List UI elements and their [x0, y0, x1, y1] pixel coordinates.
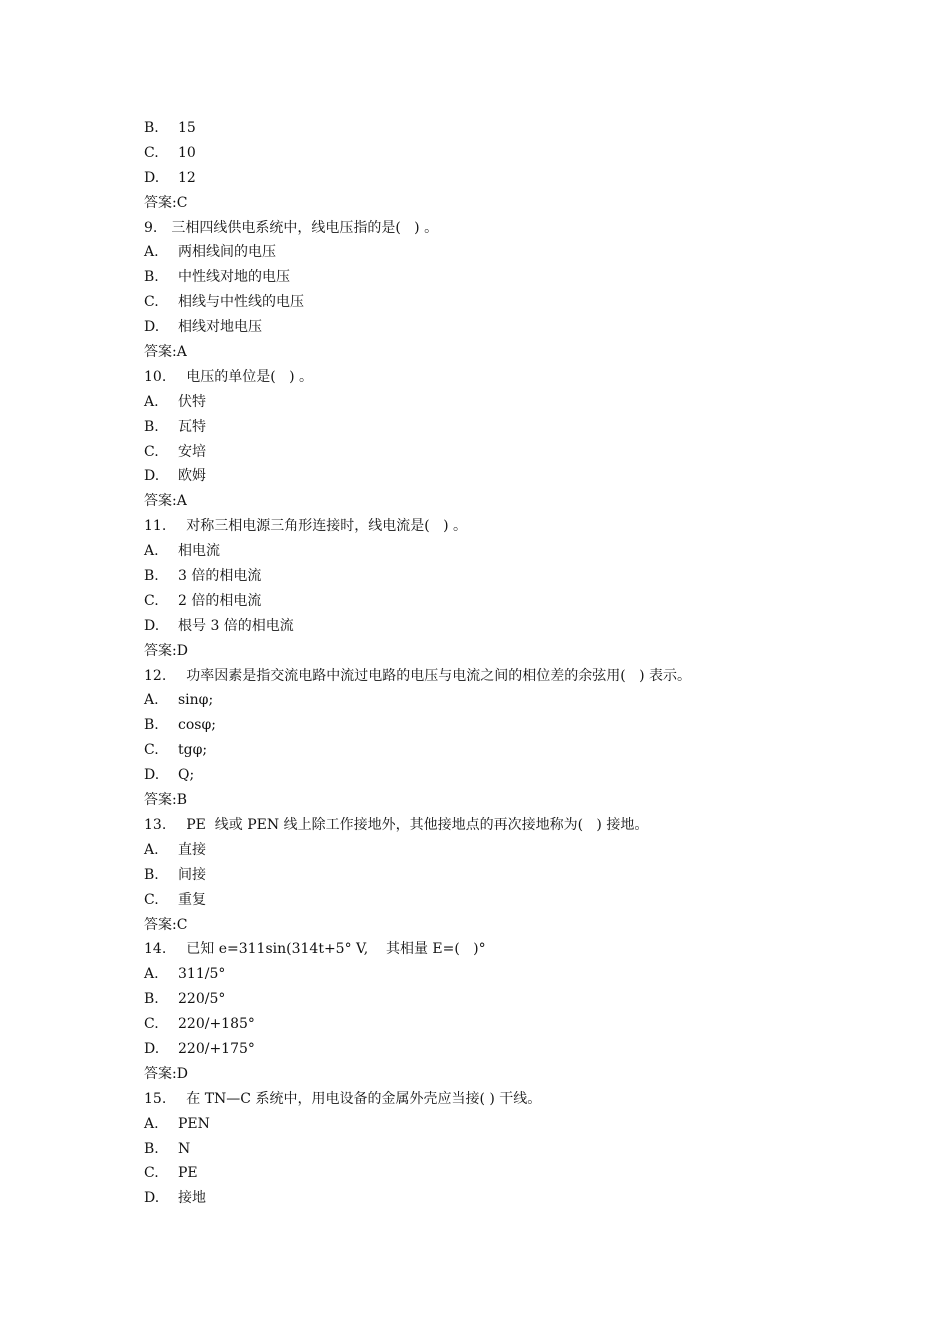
exam-document: [144, 116, 844, 1211]
question-number: 14.: [144, 941, 167, 958]
answer-line: 答案:A: [144, 344, 187, 361]
option-text: cosφ;: [178, 717, 216, 734]
option-text: 相线对地电压: [178, 319, 262, 336]
option-letter: C.: [144, 1165, 159, 1182]
option-line: [144, 464, 844, 489]
option-line: [144, 987, 844, 1012]
answer-line: 答案:C: [144, 194, 188, 211]
option-text: tgφ;: [178, 742, 208, 759]
option-line: [144, 589, 844, 614]
option-letter: D.: [144, 319, 160, 336]
option-letter: A.: [144, 966, 159, 983]
option-letter: C.: [144, 1016, 159, 1033]
option-letter: B.: [144, 717, 159, 734]
option-letter: B.: [144, 1140, 159, 1157]
option-text: 3 倍的相电流: [178, 568, 262, 585]
answer-line: 答案:A: [144, 493, 187, 510]
question-number: 15.: [144, 1090, 167, 1107]
option-text: Q;: [178, 767, 195, 784]
option-letter: C.: [144, 443, 159, 460]
option-letter: D.: [144, 1190, 160, 1207]
option-line: [144, 1186, 844, 1211]
option-letter: C.: [144, 294, 159, 311]
option-text: 重复: [178, 891, 206, 908]
option-letter: D.: [144, 617, 160, 634]
option-line: [144, 1012, 844, 1037]
option-text: PE: [178, 1165, 198, 1182]
option-text: sinφ;: [178, 692, 214, 709]
option-line: [144, 713, 844, 738]
option-line: [144, 166, 844, 191]
question-line: [144, 664, 844, 689]
question-number: 12.: [144, 667, 167, 684]
option-letter: C.: [144, 592, 159, 609]
option-text: 直接: [178, 841, 206, 858]
option-letter: A.: [144, 543, 159, 560]
option-text: 间接: [178, 866, 206, 883]
option-text: 伏特: [178, 393, 206, 410]
option-letter: A.: [144, 1115, 159, 1132]
option-letter: D.: [144, 169, 160, 186]
option-line: [144, 240, 844, 265]
question-line: [144, 937, 844, 962]
question-text: 电压的单位是( ) 。: [186, 368, 313, 385]
option-text: 欧姆: [178, 468, 206, 485]
answer-line: 答案:D: [144, 642, 188, 659]
option-letter: A.: [144, 393, 159, 410]
option-text: 15: [178, 120, 196, 136]
option-text: 220/5°: [178, 991, 226, 1008]
question-number: 13.: [144, 816, 167, 833]
option-line: [144, 962, 844, 987]
option-letter: D.: [144, 468, 160, 485]
option-line: [144, 888, 844, 913]
question-line: [144, 365, 844, 390]
option-line: [144, 141, 844, 166]
option-line: [144, 440, 844, 465]
question-number: 9.: [144, 219, 158, 236]
answer-line: 答案:C: [144, 916, 188, 933]
question-text: 三相四线供电系统中，线电压指的是( ) 。: [171, 219, 439, 236]
option-text: 12: [178, 169, 196, 186]
option-line: [144, 1137, 844, 1162]
option-line: [144, 863, 844, 888]
question-line: [144, 813, 844, 838]
option-text: 安培: [178, 443, 206, 460]
option-text: 2 倍的相电流: [178, 592, 262, 609]
option-text: PEN: [178, 1115, 210, 1132]
option-line: [144, 539, 844, 564]
option-letter: B.: [144, 418, 159, 435]
option-text: 接地: [178, 1190, 206, 1207]
option-line: [144, 315, 844, 340]
question-number: 10.: [144, 368, 167, 385]
question-text: PE 线或 PEN 线上除工作接地外，其他接地点的再次接地称为( ) 接地。: [186, 816, 649, 833]
option-line: [144, 1037, 844, 1062]
option-line: [144, 390, 844, 415]
option-line: [144, 738, 844, 763]
option-letter: C.: [144, 742, 159, 759]
option-text: 两相线间的电压: [178, 244, 276, 261]
option-line: [144, 265, 844, 290]
question-text: 已知 e=311sin(314t+5° V, 其相量 E=( )°: [186, 941, 486, 958]
answer-line: 答案:D: [144, 1065, 188, 1082]
question-number: 11.: [144, 518, 167, 535]
question-text: 功率因素是指交流电路中流过电路的电压与电流之间的相位差的余弦用( ) 表示。: [186, 667, 691, 684]
option-letter: B.: [144, 991, 159, 1008]
option-line: [144, 415, 844, 440]
option-text: 220/+175°: [178, 1040, 255, 1057]
question-line: [144, 1087, 844, 1112]
option-text: 中性线对地的电压: [178, 269, 290, 286]
option-line: [144, 688, 844, 713]
question-text: 对称三相电源三角形连接时，线电流是( ) 。: [186, 518, 467, 535]
option-line: [144, 564, 844, 589]
option-text: 220/+185°: [178, 1016, 255, 1033]
option-text: 根号 3 倍的相电流: [178, 617, 294, 634]
option-letter: C.: [144, 144, 159, 161]
option-text: 瓦特: [178, 418, 206, 435]
option-letter: D.: [144, 767, 160, 784]
option-line: [144, 838, 844, 863]
option-letter: B.: [144, 866, 159, 883]
option-line: [144, 614, 844, 639]
option-text: 相电流: [178, 543, 220, 560]
option-letter: B.: [144, 269, 159, 286]
answer-line: 答案:B: [144, 792, 188, 809]
option-letter: D.: [144, 1040, 160, 1057]
option-letter: A.: [144, 841, 159, 858]
option-text: N: [178, 1140, 191, 1157]
option-letter: A.: [144, 244, 159, 261]
option-line: [144, 1161, 844, 1186]
option-line: [144, 290, 844, 315]
option-letter: B.: [144, 120, 159, 136]
option-line: [144, 763, 844, 788]
option-text: 10: [178, 144, 196, 161]
option-text: 相线与中性线的电压: [178, 294, 304, 311]
question-line: [144, 216, 844, 241]
option-letter: B.: [144, 568, 159, 585]
option-line: [144, 116, 844, 141]
option-line: [144, 1112, 844, 1137]
question-text: 在 TN—C 系统中，用电设备的金属外壳应当接( ) 干线。: [186, 1090, 542, 1107]
option-letter: C.: [144, 891, 159, 908]
option-letter: A.: [144, 692, 159, 709]
question-line: [144, 514, 844, 539]
option-text: 311/5°: [178, 966, 226, 983]
